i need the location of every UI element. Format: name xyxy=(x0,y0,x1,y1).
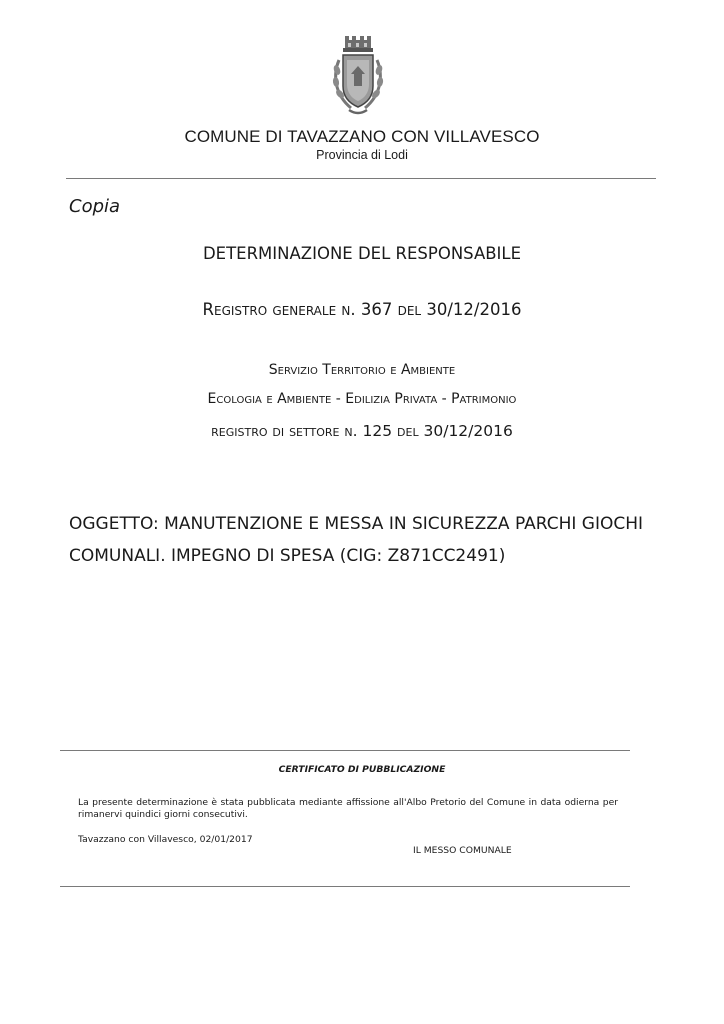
certificate-body: La presente determinazione è stata pubblicata mediante affissione all'Albo Pretorio del Comune in data odierna per rimanervi quindici giorni consecutivi. xyxy=(78,797,618,820)
subject-text: OGGETTO: MANUTENZIONE E MESSA IN SICUREZZA PARCHI GIOCHI COMUNALI. IMPEGNO DI SPESA (CIG: Z871CC2491) xyxy=(69,514,644,566)
header-divider xyxy=(66,178,656,179)
certificate-top-divider xyxy=(60,750,630,751)
certificate-place-date: Tavazzano con Villavesco, 02/01/2017 xyxy=(78,834,253,845)
certificate-title: CERTIFICATO DI PUBBLICAZIONE xyxy=(278,764,446,775)
general-register-line: Registro generale n. 367 del 30/12/2016 xyxy=(202,300,522,319)
sector-line: Ecologia e Ambiente - Edilizia Privata - Patrimonio xyxy=(207,391,517,407)
service-line: Servizio Territorio e Ambiente xyxy=(268,362,456,378)
certificate-bottom-divider xyxy=(60,886,630,887)
municipal-coat-of-arms-icon xyxy=(329,34,387,118)
copy-label: Copia xyxy=(69,196,121,217)
document-type-title: DETERMINAZIONE DEL RESPONSABILE xyxy=(202,244,522,263)
province-name: Provincia di Lodi xyxy=(316,148,408,162)
certificate-signatory: IL MESSO COMUNALE xyxy=(413,845,512,856)
sector-register-line: registro di settore n. 125 del 30/12/2016 xyxy=(211,422,513,440)
municipality-name: COMUNE DI TAVAZZANO CON VILLAVESCO xyxy=(184,127,540,146)
